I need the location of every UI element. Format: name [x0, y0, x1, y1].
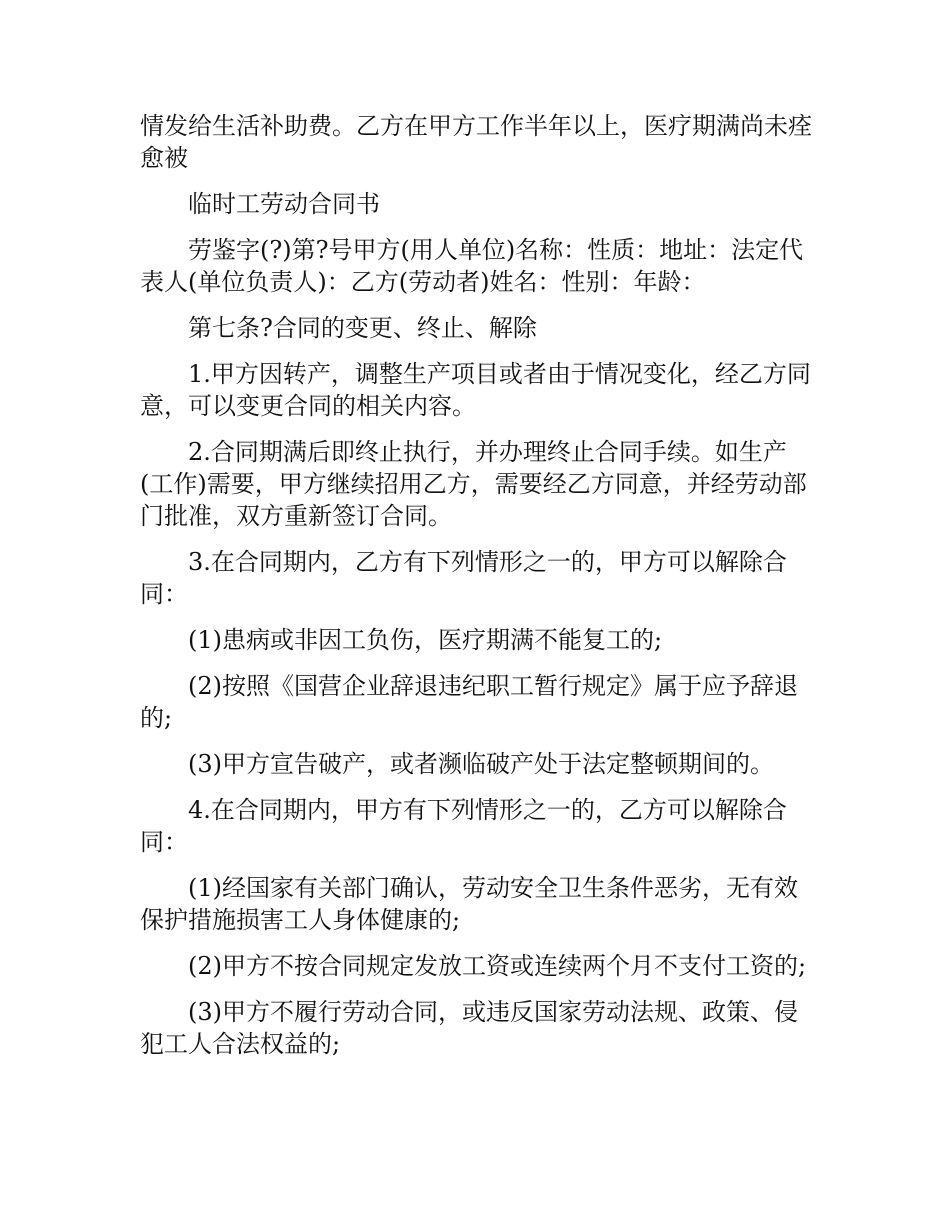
clause-4-item-1: (1)经国家有关部门确认，劳动安全卫生条件恶劣，无有效保护措施损害工人身体健康的;: [140, 874, 798, 934]
clause-4: 4.在合同期内，甲方有下列情形之一的，乙方可以解除合同：: [140, 796, 787, 856]
clause-4-item-3: (3)甲方不履行劳动合同，或违反国家劳动法规、政策、侵犯工人合法权益的;: [140, 998, 798, 1058]
document-body: [140, 110, 812, 1074]
clause-3-item-1: (1)患病或非因工负伤，医疗期满不能复工的;: [188, 626, 663, 654]
clause-4-item-2: (2)甲方不按合同规定发放工资或连续两个月不支付工资的;: [188, 952, 807, 980]
clause-3-item-2: (2)按照《国营企业辞退违纪职工暂行规定》属于应予辞退的;: [140, 672, 798, 732]
clause-2: 2.合同期满后即终止执行，并办理终止合同手续。如生产(工作)需要，甲方继续招用乙方，需要经乙方同意，并经劳动部门批准，双方重新签订合同。: [140, 438, 807, 530]
clause-1: 1.甲方因转产，调整生产项目或者由于情况变化，经乙方同意，可以变更合同的相关内容。: [140, 360, 811, 420]
paragraph-parties: 劳鉴字(?)第?号甲方(用人单位)名称：性质：地址：法定代表人(单位负责人)：乙方(劳动者)姓名：性别：年龄：: [140, 236, 804, 296]
contract-title: 临时工劳动合同书: [188, 190, 380, 218]
clause-3-item-3: (3)甲方宣告破产，或者濒临破产处于法定整顿期间的。: [188, 750, 774, 778]
paragraph-continuation: 情发给生活补助费。乙方在甲方工作半年以上，医疗期满尚未痊愈被: [140, 112, 812, 172]
article-heading: 第七条?合同的变更、终止、解除: [188, 314, 537, 342]
clause-3: 3.在合同期内，乙方有下列情形之一的，甲方可以解除合同：: [140, 548, 787, 608]
